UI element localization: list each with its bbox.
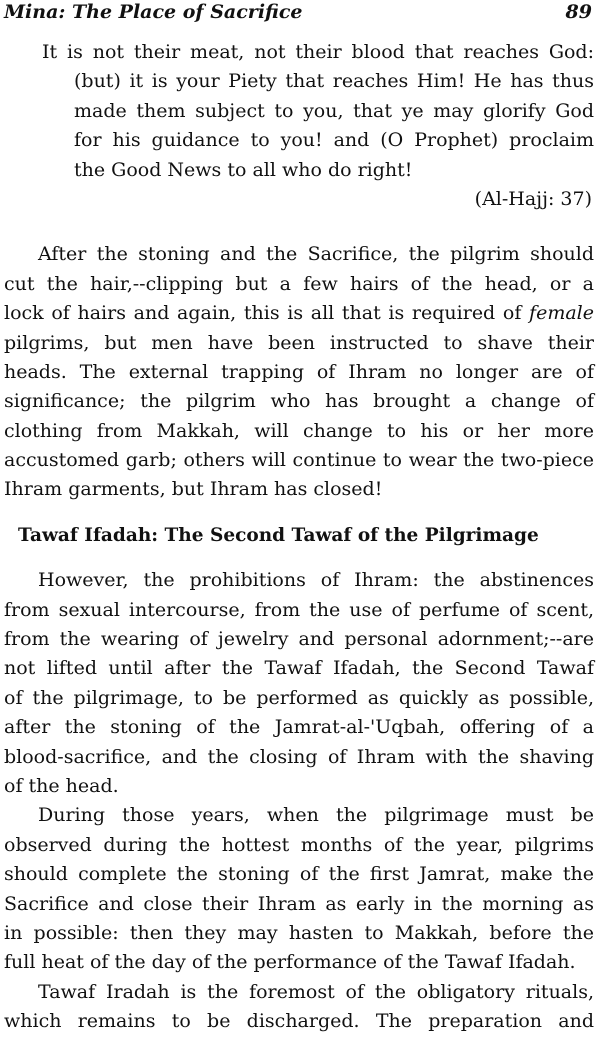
paragraph-line: However, the prohibitions of Ihram: the abstinences — [38, 569, 594, 592]
quran-quote — [4, 38, 594, 214]
paragraph-gap — [4, 214, 594, 240]
heading-gap — [4, 505, 594, 521]
section-heading: Tawaf Ifadah: The Second Tawaf of the Pilgrimage — [18, 524, 539, 546]
line-text: lock of hairs and again, this is all that is required of — [4, 302, 530, 325]
paragraph-line: after the stoning of the Jamrat-al-'Uqbah, offering of a — [4, 716, 594, 739]
quote-line: (but) it is your Piety that reaches Him! He has thus — [74, 70, 594, 93]
paragraph-line: Ihram garments, but Ihram has closed! — [4, 478, 383, 501]
running-head — [0, 0, 600, 28]
quote-line: made them subject to you, that ye may glorify God — [74, 99, 594, 122]
paragraph-prohibitions — [4, 566, 594, 801]
quote-line: the Good News to all who do right! — [74, 158, 413, 181]
quote-citation: (Al-Hajj: 37) — [474, 187, 592, 210]
paragraph-line — [4, 299, 594, 328]
quote-line: It is not their meat, not their blood that reaches God: — [42, 41, 594, 63]
quote-line: for his guidance to you! and (O Prophet) proclaim — [74, 129, 594, 152]
heading-gap — [4, 550, 594, 566]
paragraph-line: which remains to be discharged. The preparation and — [4, 1010, 594, 1033]
paragraph-line: significance; the pilgrim who has brought a change of — [4, 390, 594, 413]
paragraph-line: pilgrims, but men have been instructed to shave their — [4, 331, 594, 354]
running-title: Mina: The Place of Sacrifice — [4, 1, 303, 23]
body-text — [4, 38, 594, 1037]
paragraph-line: from sexual intercourse, from the use of perfume of scent, — [4, 598, 594, 621]
paragraph-line: Tawaf Iradah is the foremost of the obligatory rituals, — [38, 980, 594, 1003]
paragraph-line: During those years, when the pilgrimage must be — [38, 804, 594, 827]
paragraph-line: Sacrifice and close their Ihram as early in the morning as — [4, 892, 594, 915]
paragraph-line: observed during the hottest months of the year, pilgrims — [4, 833, 594, 856]
paragraph-hot-months — [4, 801, 594, 977]
paragraph-line: After the stoning and the Sacrifice, the pilgrim should — [38, 243, 594, 266]
paragraph-line: of the pilgrimage, to be performed as quickly as possible, — [4, 686, 594, 709]
paragraph-sacrifice — [4, 240, 594, 505]
paragraph-line: of the head. — [4, 774, 119, 797]
paragraph-line: should complete the stoning of the first Jamrat, make the — [4, 863, 594, 886]
paragraph-line: full heat of the day of the performance of the Tawaf Ifadah. — [4, 951, 576, 974]
emphasis-female: female — [529, 302, 594, 325]
paragraph-line: heads. The external trapping of Ihram no longer are of — [4, 360, 594, 383]
paragraph-line: accustomed garb; others will continue to wear the two-piece — [4, 449, 594, 472]
paragraph-tawaf-iradah — [4, 978, 594, 1037]
paragraph-line: blood-sacrifice, and the closing of Ihram with the shaving — [4, 745, 594, 768]
paragraph-line: cut the hair,--clipping but a few hairs of the head, or a — [4, 272, 594, 295]
page-number: 89 — [565, 1, 592, 23]
paragraph-line: from the wearing of jewelry and personal adornment;--are — [4, 628, 594, 651]
paragraph-line: not lifted until after the Tawaf Ifadah, the Second Tawaf — [4, 657, 594, 680]
paragraph-line: in possible: then they may hasten to Makkah, before the — [4, 921, 594, 944]
paragraph-line: clothing from Makkah, will change to his or her more — [4, 419, 594, 442]
